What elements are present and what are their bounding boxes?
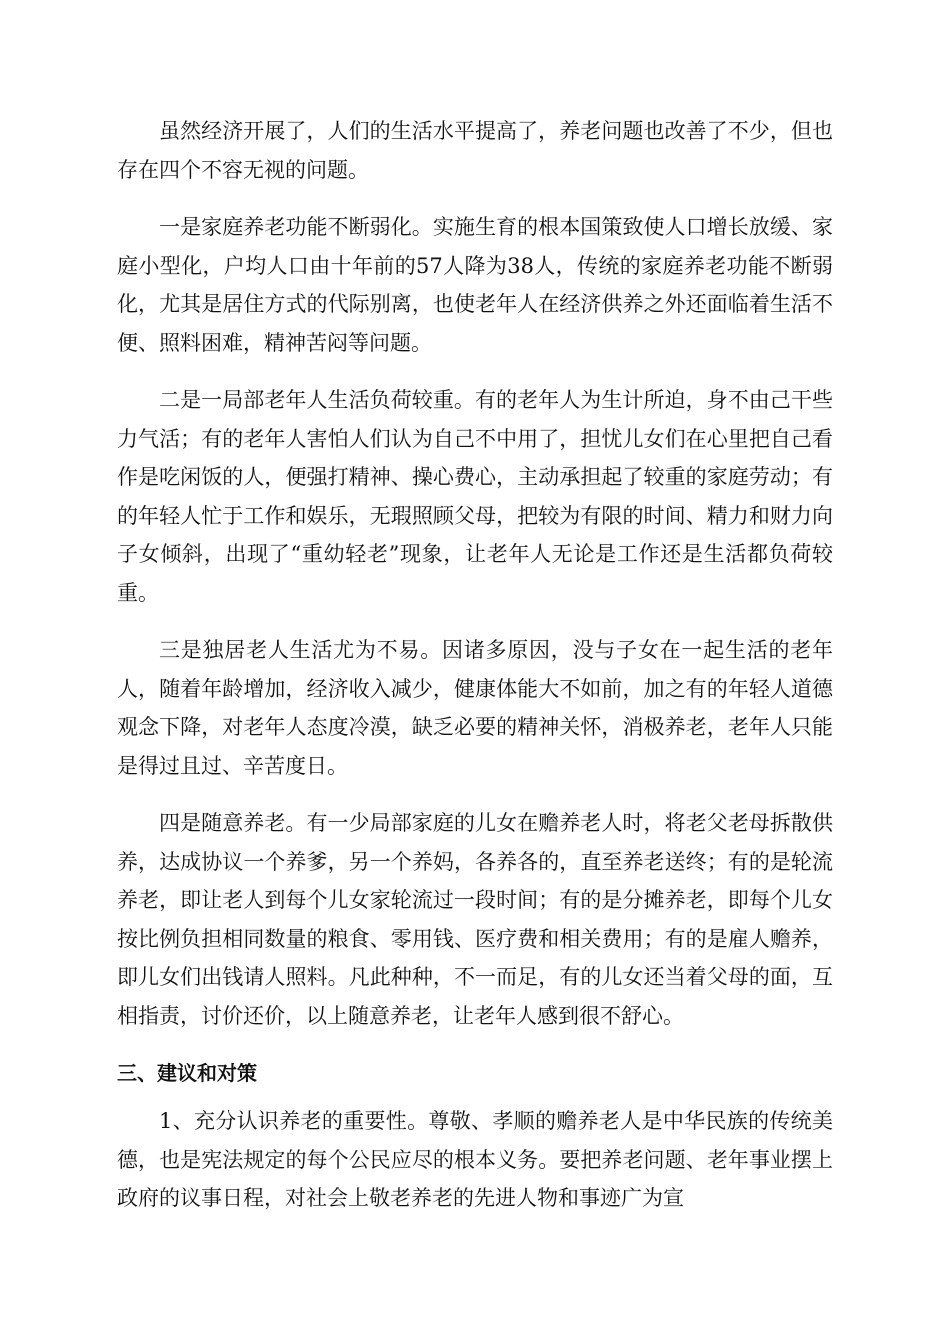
paragraph-problem-four: 四是随意养老。有一少局部家庭的儿女在赡养老人时，将老父老母拆散供养，达成协议一个养爹，另一个养妈，各养各的，直至养老送终；有的是轮流养老，即让老人到每个儿女家轮流过一段时间；有的是分摊养老，即每个儿女按比例负担相同数量的粮食、零用钱、医疗费和相关费用；有的是雇人赡养，即儿女们出钱请人照料。凡此种种，不一而足，有的儿女还当着父母的面，互相指责，讨价还价，以上随意养老，让老年人感到很不舒心。 xyxy=(117,811,833,1028)
paragraph-problem-one: 一是家庭养老功能不断弱化。实施生育的根本国策致使人口增长放缓、家庭小型化，户均人口由十年前的57人降为38人，传统的家庭养老功能不断弱化，尤其是居住方式的代际别离，也使老年人在经济供养之外还面临着生活不便、照料困难，精神苦闷等问题。 xyxy=(117,215,833,355)
paragraph-problem-three: 三是独居老人生活尤为不易。因诸多原因，没与子女在一起生活的老年人，随着年龄增加，经济收入减少，健康体能大不如前，加之有的年轻人道德观念下降，对老年人态度冷漠，缺乏必要的精神关怀，消极养老，老年人只能是得过且过、辛苦度日。 xyxy=(117,638,833,778)
paragraph-problem-two: 二是一局部老年人生活负荷较重。有的老年人为生计所迫，身不由己干些力气活；有的老年人害怕人们认为自己不中用了，担忧儿女们在心里把自己看作是吃闲饭的人，便强打精神、操心费心，主动承担起了较重的家庭劳动；有的年轻人忙于工作和娱乐，无瑕照顾父母，把较为有限的时间、精力和财力向子女倾斜，出现了“重幼轻老”现象，让老年人无论是工作还是生活都负荷较重。 xyxy=(117,388,833,605)
section-heading: 三、建议和对策 xyxy=(117,1061,257,1085)
paragraph-suggestion-one: 1、充分认识养老的重要性。尊敬、孝顺的赡养老人是中华民族的传统美德，也是宪法规定的每个公民应尽的根本义务。要把养老问题、老年事业摆上政府的议事日程，对社会上敬老养老的先进人物和事迹广为宣 xyxy=(117,1109,833,1210)
paragraph-intro: 虽然经济开展了，人们的生活水平提高了，养老问题也改善了不少，但也存在四个不容无视的问题。 xyxy=(117,119,833,182)
document-page xyxy=(117,112,833,1237)
